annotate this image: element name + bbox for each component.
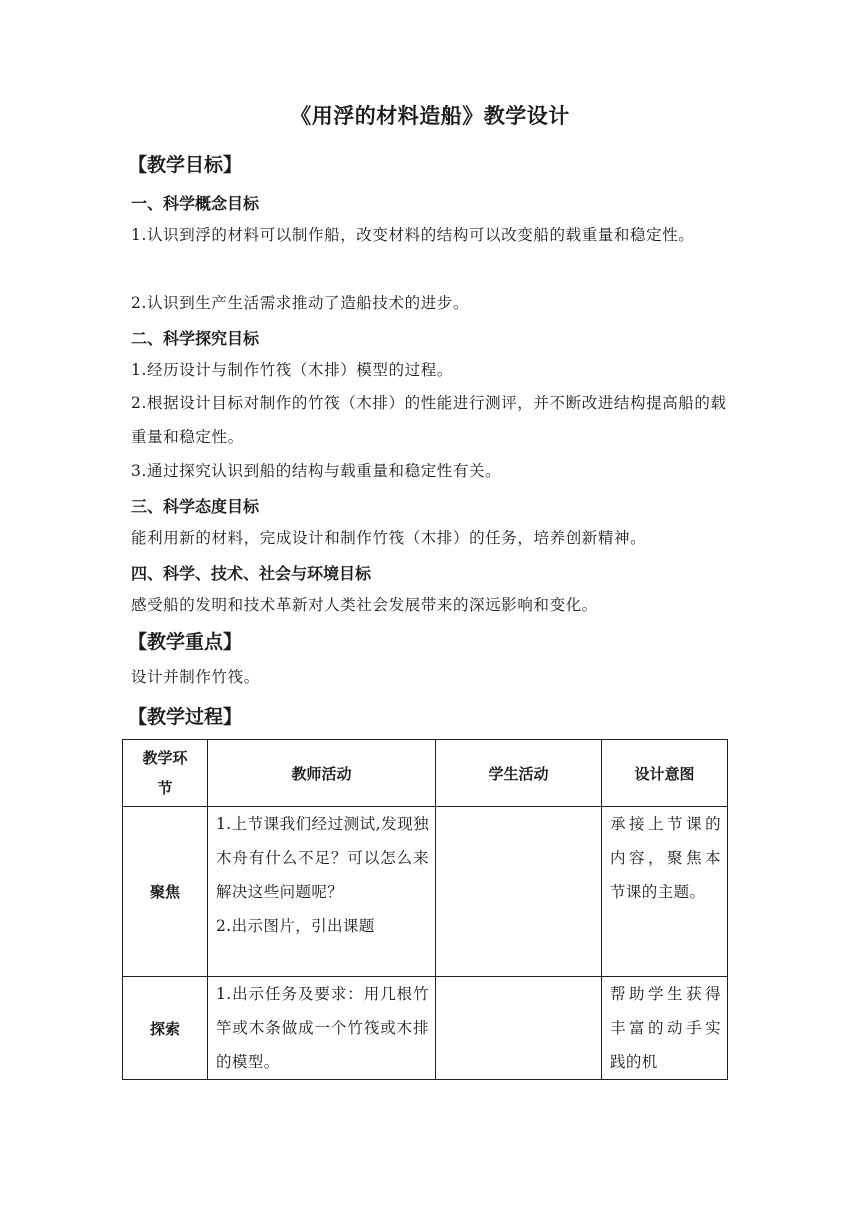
process-table xyxy=(122,739,728,1080)
sts-heading: 四、科学、技术、社会与环境目标 xyxy=(131,564,372,583)
attitude-heading: 三、科学态度目标 xyxy=(131,497,260,516)
student-cell xyxy=(436,977,602,1080)
document-title: 《用浮的材料造船》教学设计 xyxy=(290,104,570,128)
concept-item-1: 1.认识到浮的材料可以制作船，改变材料的结构可以改变船的载重量和稳定性。 xyxy=(131,226,695,244)
objectives-heading: 【教学目标】 xyxy=(128,154,243,176)
teacher-item: 1.上节课我们经过测试,发现独木舟有什么不足？可以怎么来解决这些问题呢？ xyxy=(216,815,429,901)
table-row xyxy=(123,807,728,977)
inquiry-item-3: 3.通过探究认识到船的结构与载重量和稳定性有关。 xyxy=(131,462,502,480)
concept-item-2: 2.认识到生产生活需求推动了造船技术的进步。 xyxy=(131,294,469,312)
teacher-item: 1.出示任务及要求：用几根竹竿或木条做成一个竹筏或木排的模型。 xyxy=(216,985,429,1071)
inquiry-heading: 二、科学探究目标 xyxy=(131,329,260,348)
table-header-row xyxy=(123,740,728,807)
inquiry-item-1: 1.经历设计与制作竹筏（木排）模型的过程。 xyxy=(131,361,453,379)
header-stage: 教学环节 xyxy=(123,740,208,807)
attitude-text: 能利用新的材料，完成设计和制作竹筏（木排）的任务，培养创新精神。 xyxy=(131,529,647,547)
table-row xyxy=(123,977,728,1080)
header-teacher: 教师活动 xyxy=(208,740,436,807)
teacher-cell xyxy=(208,977,436,1080)
header-intent: 设计意图 xyxy=(602,740,728,807)
intent-cell: 承接上节课的内容，聚焦本节课的主题。 xyxy=(602,807,728,977)
process-heading: 【教学过程】 xyxy=(128,706,243,728)
intent-cell: 帮助学生获得丰富的动手实践的机 xyxy=(602,977,728,1080)
inquiry-item-2: 2.根据设计目标对制作的竹筏（木排）的性能进行测评，并不断改进结构提高船的载重量和稳定性。 xyxy=(131,394,727,446)
student-cell xyxy=(436,807,602,977)
focus-text: 设计并制作竹筏。 xyxy=(131,668,260,686)
stage-cell: 探索 xyxy=(123,977,208,1080)
concept-heading: 一、科学概念目标 xyxy=(131,194,260,213)
stage-cell: 聚焦 xyxy=(123,807,208,977)
teacher-item: 2.出示图片，引出课题 xyxy=(216,917,375,935)
focus-heading: 【教学重点】 xyxy=(128,631,243,653)
teacher-cell xyxy=(208,807,436,977)
header-student: 学生活动 xyxy=(436,740,602,807)
sts-text: 感受船的发明和技术革新对人类社会发展带来的深远影响和变化。 xyxy=(131,596,598,614)
